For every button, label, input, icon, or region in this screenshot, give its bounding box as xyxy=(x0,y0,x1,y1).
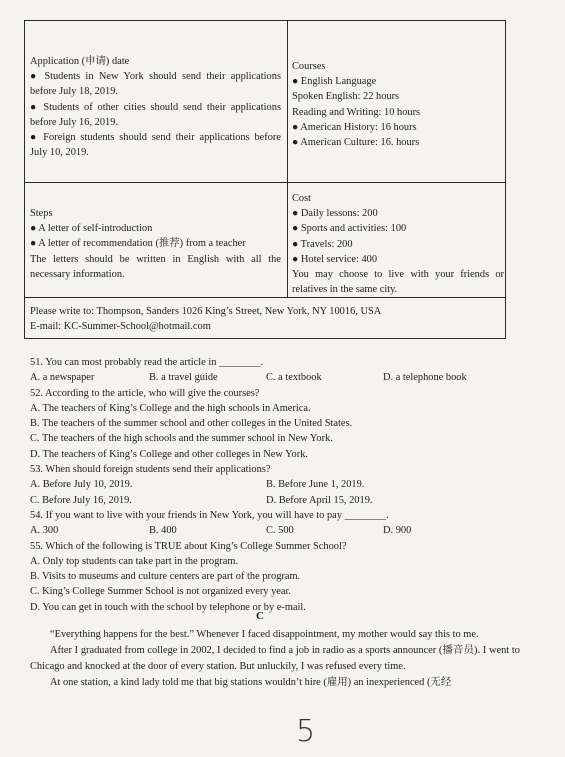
option-c[interactable]: C. 500 xyxy=(266,525,294,537)
application-item: ● Foreign students should send their applications before July 10, 2019. xyxy=(30,132,281,159)
steps-line: ● A letter of recommendation (推荐) from a teacher xyxy=(30,238,246,250)
courses-line: ● American History: 16 hours xyxy=(292,121,417,133)
steps-cell xyxy=(30,206,281,282)
option-a[interactable]: A. a newspaper xyxy=(30,372,95,384)
application-item: ● Students in New York should send their applications before July 18, 2019. xyxy=(30,71,281,98)
page-number: 5 xyxy=(296,714,316,749)
option-a[interactable]: A. The teachers of King’s College and the high schools in America. xyxy=(30,402,311,414)
contact-address: Please write to: Thompson, Sanders 1026 King’s Street, New York, NY 10016, USA xyxy=(30,306,382,317)
application-cell xyxy=(30,54,281,160)
steps-title: Steps xyxy=(30,208,53,219)
option-b[interactable]: B. The teachers of the summer school and other colleges in the United States. xyxy=(30,418,353,430)
option-c[interactable]: C. King’s College Summer School is not organized every year. xyxy=(30,586,291,598)
option-b[interactable]: B. a travel guide xyxy=(149,372,218,384)
steps-line: ● A letter of self-introduction xyxy=(30,223,153,235)
option-a[interactable]: A. 300 xyxy=(30,525,59,537)
passage-paragraph: “Everything happens for the best.” Whenever I faced disappointment, my mother would say this to me. xyxy=(50,629,479,640)
options-row xyxy=(30,493,510,508)
option-a[interactable]: A. Before July 10, 2019. xyxy=(30,479,133,491)
courses-cell xyxy=(292,59,502,150)
courses-line: Reading and Writing: 10 hours xyxy=(292,106,421,118)
option-b[interactable]: B. 400 xyxy=(149,525,177,537)
option-b[interactable]: B. Visits to museums and culture centers are part of the program. xyxy=(30,571,301,583)
cost-line: ● Travels: 200 xyxy=(292,238,353,250)
passage-title: C xyxy=(256,610,264,622)
question-stem: 51. You can most probably read the article in ________. xyxy=(30,357,264,368)
option-d[interactable]: D. The teachers of King’s College and other colleges in New York. xyxy=(30,448,308,460)
option-d[interactable]: D. 900 xyxy=(383,525,412,537)
contact-email: E-mail: KC-Summer-School@hotmail.com xyxy=(30,321,211,333)
courses-line: ● English Language xyxy=(292,76,377,88)
option-d[interactable]: D. a telephone book xyxy=(383,372,467,384)
options-row xyxy=(30,370,510,385)
passage-body xyxy=(30,627,520,691)
questions-section xyxy=(30,355,510,615)
courses-line: Spoken English: 22 hours xyxy=(292,91,400,103)
contact-cell xyxy=(30,304,500,334)
option-c[interactable]: C. The teachers of the high schools and the summer school in New York. xyxy=(30,433,333,445)
option-a[interactable]: A. Only top students can take part in the program. xyxy=(30,555,239,567)
question-stem: 54. If you want to live with your friends in New York, you will have to pay ________. xyxy=(30,509,389,521)
cost-line: ● Sports and activities: 100 xyxy=(292,223,407,235)
cost-title: Cost xyxy=(292,193,312,204)
question-stem: 52. According to the article, who will give the courses? xyxy=(30,387,260,399)
table-divider-row1 xyxy=(25,182,505,183)
passage-paragraph: At one station, a kind lady told me that big stations wouldn’t hire (雇用) an inexperienced (无经 xyxy=(50,677,452,688)
question-stem: 55. Which of the following is TRUE about King’s College Summer School? xyxy=(30,540,347,552)
option-d[interactable]: D. Before April 15, 2019. xyxy=(266,494,373,506)
table-divider-vertical xyxy=(287,21,288,297)
application-item: ● Students of other cities should send their applications before July 16, 2019. xyxy=(30,101,281,128)
cost-line: ● Hotel service: 400 xyxy=(292,253,378,265)
option-c[interactable]: C. a textbook xyxy=(266,372,322,384)
passage-paragraph: After I graduated from college in 2002, I decided to find a job in radio as a sports announcer (播音员). I went to Chicago and knocked at the door of every station. But unluckily, I was refused every time. xyxy=(30,645,520,672)
courses-title: Courses xyxy=(292,61,326,72)
cost-note: You may choose to live with your friends or relatives in the same city. xyxy=(292,269,504,296)
application-title: Application (申请) date xyxy=(30,56,130,67)
option-c[interactable]: C. Before July 16, 2019. xyxy=(30,494,132,506)
steps-note: The letters should be written in English with all the necessary information. xyxy=(30,253,281,280)
option-d[interactable]: D. You can get in touch with the school by telephone or by e-mail. xyxy=(30,601,306,613)
courses-line: ● American Culture: 16. hours xyxy=(292,137,420,149)
cost-cell xyxy=(292,191,504,297)
options-row xyxy=(30,523,510,538)
info-table xyxy=(24,20,506,339)
question-stem: 53. When should foreign students send their applications? xyxy=(30,464,271,476)
options-row xyxy=(30,477,510,492)
cost-line: ● Daily lessons: 200 xyxy=(292,208,378,220)
option-b[interactable]: B. Before June 1, 2019. xyxy=(266,479,365,491)
